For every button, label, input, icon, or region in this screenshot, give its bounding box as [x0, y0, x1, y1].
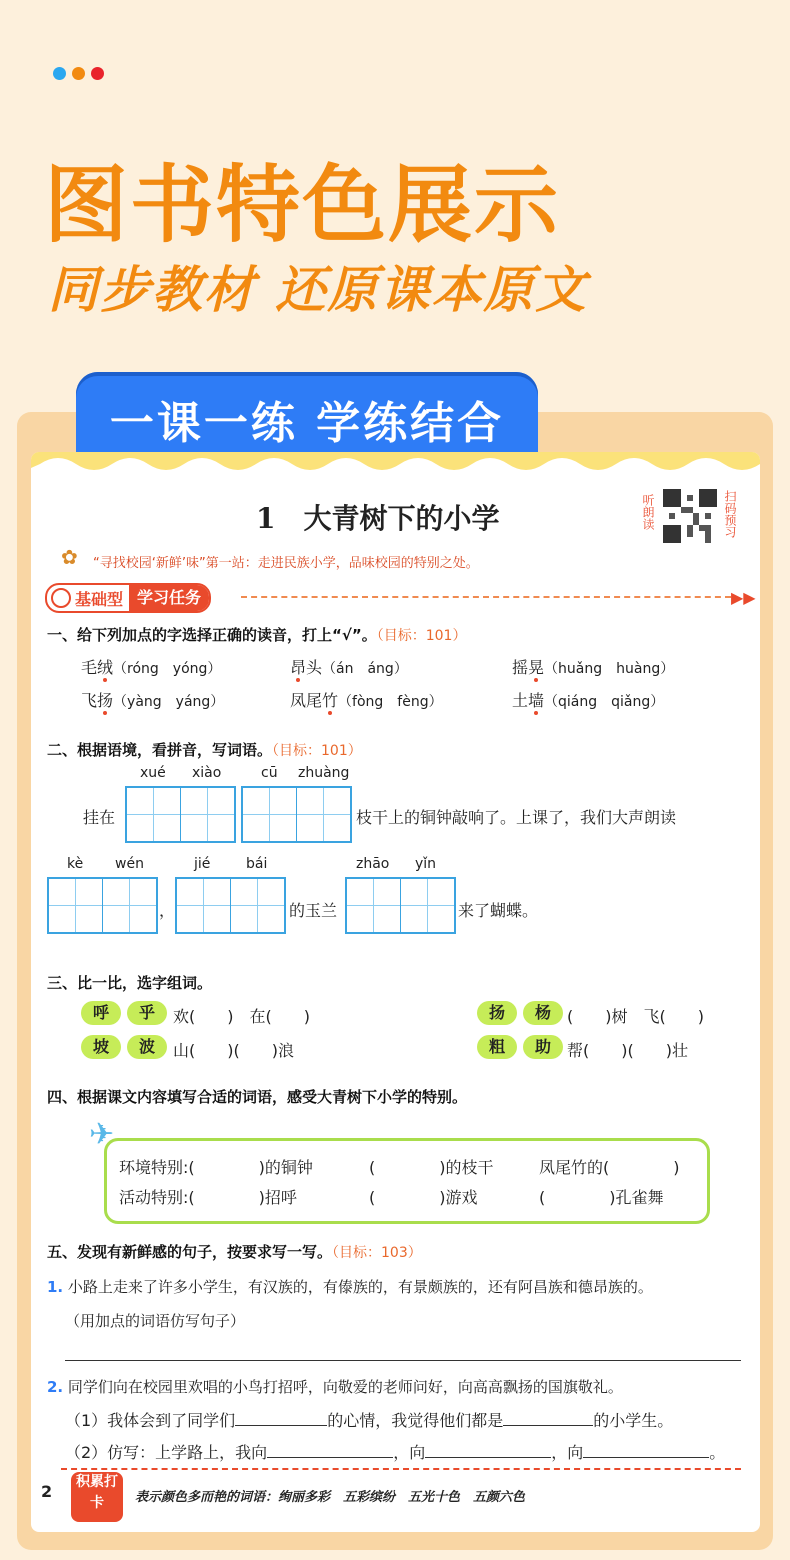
page-title: 图书特色展示	[44, 156, 561, 254]
q4-title: 四、根据课文内容填写合适的词语，感受大青树下小学的特别。	[47, 1088, 468, 1106]
swallow-icon: ✈	[89, 1117, 115, 1152]
lightbulb-icon	[51, 588, 71, 608]
q1-item: 摇晃（huǎng huàng）	[512, 658, 675, 677]
q1-item: 凤尾竹（fòng fèng）	[290, 691, 443, 710]
char-pill: 粗	[477, 1035, 517, 1059]
tian-grid-3[interactable]	[47, 877, 158, 934]
q5-part-1: （1）我体会到了同学们 的心情，我觉得他们都是 的小学生。	[65, 1411, 674, 1430]
q4-blank: ( )的枝干	[369, 1158, 494, 1177]
char-pill: 杨	[523, 1001, 563, 1025]
accumulate-stamp: 积累打卡	[71, 1472, 123, 1522]
char-pill: 坡	[81, 1035, 121, 1059]
pinyin-label: wén	[115, 856, 144, 872]
q5-part-2: （2）仿写：上学路上，我向 ，向 ，向 。	[65, 1443, 726, 1462]
q1-item: 土墙（qiáng qiǎng）	[512, 691, 665, 710]
q3-blanks: ( )树 飞( )	[567, 1007, 704, 1026]
feature-banner: 一课一练 学练结合	[76, 372, 538, 466]
q4-blank: ( )游戏	[369, 1188, 478, 1207]
tian-grid-5[interactable]	[345, 877, 456, 934]
footer-divider	[61, 1468, 741, 1470]
tian-grid-4[interactable]	[175, 877, 286, 934]
task-badge	[45, 583, 211, 613]
q1-item: 飞扬（yàng yáng）	[81, 691, 225, 710]
footer-vocab: 表示颜色多而艳的词语：绚丽多彩 五彩缤纷 五光十色 五颜六色	[135, 1490, 526, 1505]
q5-note: （用加点的词语仿写句子）	[65, 1312, 246, 1330]
scan-label: 扫码预习	[723, 490, 737, 538]
pinyin-label: xiào	[192, 765, 222, 781]
pinyin-label: yǐn	[415, 856, 437, 872]
q4-blank: 环境特别:( )的铜钟	[119, 1158, 313, 1177]
badge-type: 基础型	[75, 589, 124, 609]
decor-dots	[53, 67, 104, 80]
double-arrow-icon: ▶▶	[731, 588, 756, 607]
char-pill: 呼	[81, 1001, 121, 1025]
orange-dot	[72, 67, 85, 80]
q3-blanks: 帮( )( )壮	[567, 1041, 688, 1060]
page-number: 2	[41, 1482, 53, 1501]
pinyin-label: cū	[261, 765, 278, 781]
q2-text: 的玉兰	[289, 901, 338, 920]
q1-title: 一、给下列加点的字选择正确的读音，打上“√”。（目标：101）	[47, 626, 467, 644]
q5-sentence-2: 2. 同学们向在校园里欢唱的小鸟打招呼，向敬爱的老师问好，向高高飘扬的国旗敬礼。	[47, 1378, 623, 1396]
q2-text: 来了蝴蝶。	[458, 901, 539, 920]
wave-border	[31, 452, 760, 482]
tian-grid-2[interactable]	[241, 786, 352, 843]
badge-divider	[241, 596, 731, 598]
blue-dot	[53, 67, 66, 80]
pinyin-label: bái	[246, 856, 268, 872]
pinyin-label: xué	[140, 765, 166, 781]
char-pill: 助	[523, 1035, 563, 1059]
listen-label: 听朗读	[641, 494, 655, 530]
badge-label: 学习任务	[129, 585, 209, 611]
char-pill: 扬	[477, 1001, 517, 1025]
pinyin-label: zhāo	[356, 856, 390, 872]
q2-text: 枝干上的铜钟敲响了。上课了，我们大声朗读	[356, 808, 677, 827]
workbook-page	[31, 452, 760, 1532]
q2-text: 挂在	[83, 808, 116, 827]
q4-blank: 活动特别:( )招呼	[119, 1188, 297, 1207]
char-pill: 乎	[127, 1001, 167, 1025]
qr-code-icon[interactable]	[663, 489, 717, 543]
q4-blank: 凤尾竹的( )	[539, 1158, 680, 1177]
q1-item: 昂头（án áng）	[290, 658, 408, 677]
q2-title: 二、根据语境，看拼音，写词语。（目标：101）	[47, 741, 362, 759]
tian-grid-1[interactable]	[125, 786, 236, 843]
pinyin-label: jié	[194, 856, 211, 872]
q5-title: 五、发现有新鲜感的句子，按要求写一写。（目标：103）	[47, 1243, 422, 1261]
q3-title: 三、比一比，选字组词。	[47, 974, 213, 992]
lesson-intro: “寻找校园‘新鲜’味”第一站：走进民族小学，品味校园的特别之处。	[93, 556, 479, 571]
q1-item: 毛绒（róng yóng）	[81, 658, 222, 677]
q3-blanks: 山( )( )浪	[173, 1041, 294, 1060]
answer-line[interactable]	[65, 1360, 741, 1361]
fox-mascot-icon: ✿	[61, 545, 78, 569]
lesson-title: 1 大青树下的小学	[256, 502, 500, 535]
q2-comma: ，	[159, 901, 176, 920]
q4-blank: ( )孔雀舞	[539, 1188, 664, 1207]
q5-sentence-1: 1. 小路上走来了许多小学生，有汉族的，有傣族的，有景颇族的，还有阿昌族和德昂族的。	[47, 1278, 653, 1296]
pinyin-label: kè	[67, 856, 84, 872]
red-dot	[91, 67, 104, 80]
pinyin-label: zhuàng	[298, 765, 350, 781]
page-subtitle: 同步教材 还原课本原文	[48, 261, 588, 319]
char-pill: 波	[127, 1035, 167, 1059]
q3-blanks: 欢( ) 在( )	[173, 1007, 310, 1026]
fill-box	[104, 1138, 710, 1224]
